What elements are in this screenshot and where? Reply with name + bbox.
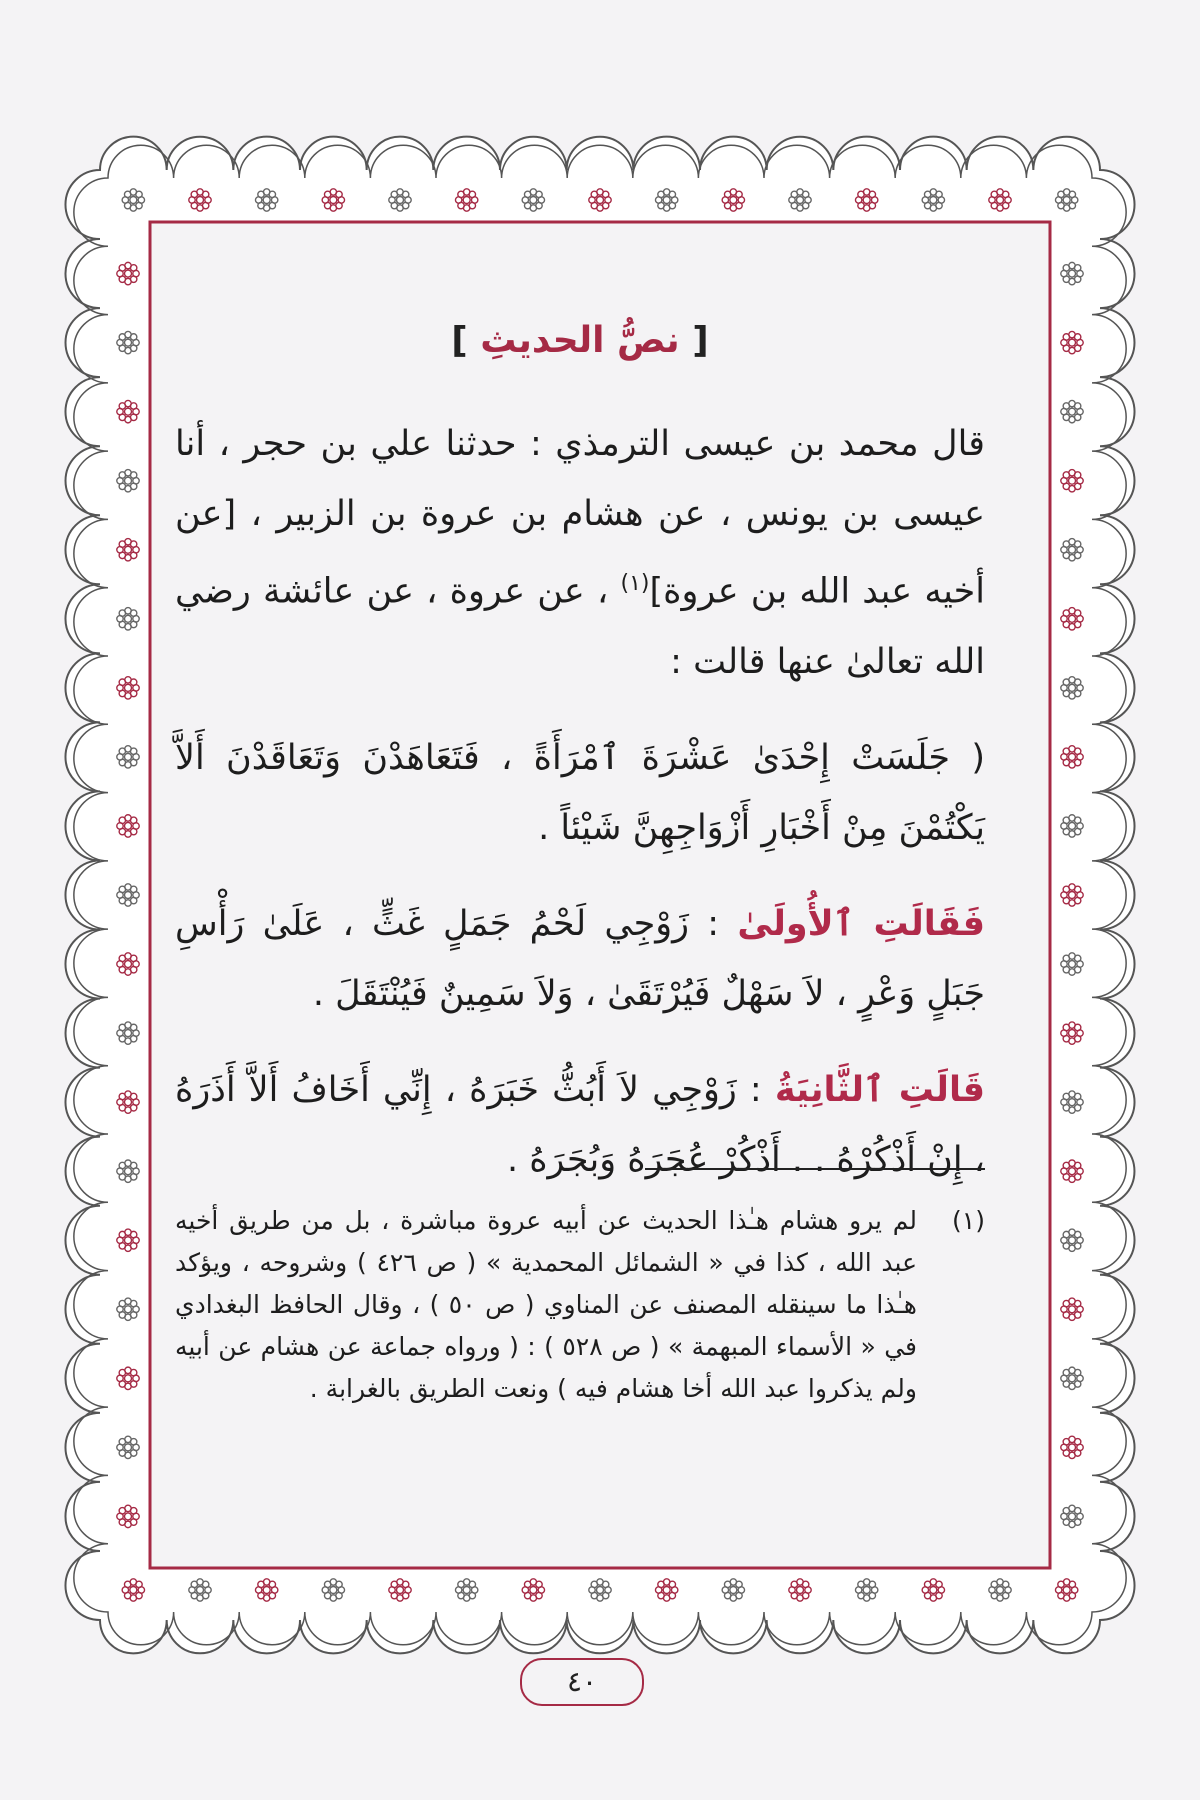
second-woman-paragraph <box>175 1055 985 1195</box>
footnote-divider <box>645 1168 985 1170</box>
heading-title: نصُّ الحديثِ <box>480 320 680 361</box>
footnote-number: (١) <box>952 1206 985 1235</box>
second-woman-label: قَالَتِ ٱلثَّانِيَةُ <box>774 1069 986 1110</box>
first-woman-label: فَقَالَتِ ٱلأُولَىٰ <box>737 903 985 944</box>
intro-paragraph: ( جَلَسَتْ إِحْدَىٰ عَشْرَةَ ٱمْرَأَةً ، فَتَعَاهَدْنَ وَتَعَاقَدْنَ أَلاَّ يَكْتُمْنَ مِنْ أَخْبَارِ أَزْوَاجِهِنَّ شَيْئاً . <box>175 737 985 848</box>
isnad-end-text: ، عن عروة ، عن عائشة رضي الله تعالىٰ عنها قالت : <box>175 571 985 682</box>
second-woman-text: : زَوْجِي لاَ أَبُثُّ خَبَرَهُ ، إِنِّي أَخَافُ أَلاَّ أَذَرَهُ ، إِنْ أَذْكُرْهُ . . أَذْكُرْ عُجَرَهُ وَبُجَرَهُ . <box>175 1069 985 1180</box>
page-number: ٤٠ <box>520 1658 644 1706</box>
first-woman-text: : زَوْجِي لَحْمُ جَمَلٍ غَثٍّ ، عَلَىٰ رَأْسِ جَبَلٍ وَعْرٍ ، لاَ سَهْلٌ فَيُرْتَقَىٰ ، وَلاَ سَمِينٌ فَيُنْتَقَلَ . <box>175 903 985 1014</box>
isnad-paragraph <box>175 409 985 697</box>
footnote <box>175 1200 985 1410</box>
footnote-ref: (١) <box>620 571 650 596</box>
main-text <box>175 320 985 1221</box>
heading-bracket-open: [ <box>692 320 709 361</box>
footnote-text: لم يرو هشام هـٰذا الحديث عن أبيه عروة مباشرة ، بل من طريق أخيه عبد الله ، كذا في « الشمائل المحمدية » ( ص ٤٢٦ ) وشروحه ، ويؤكد هـٰذا ما سينقله المصنف عن المناوي ( ص ٥٠ ) ، وقال الحافظ البغدادي في « الأسماء المبهمة » ( ص ٥٢٨ ) : ( ورواه جماعة عن هشام عن أبيه ولم يذكروا عبد الله أخا هشام فيه ) ونعت الطريق بالغرابة . <box>175 1206 918 1403</box>
section-heading <box>175 320 985 361</box>
heading-bracket-close: ] <box>451 320 468 361</box>
first-woman-paragraph <box>175 889 985 1029</box>
isnad-text: قال محمد بن عيسى الترمذي : حدثنا علي بن حجر ، أنا عيسى بن يونس ، عن هشام بن عروة بن الزبير ، [عن أخيه عبد الله بن عروة] <box>175 424 986 612</box>
